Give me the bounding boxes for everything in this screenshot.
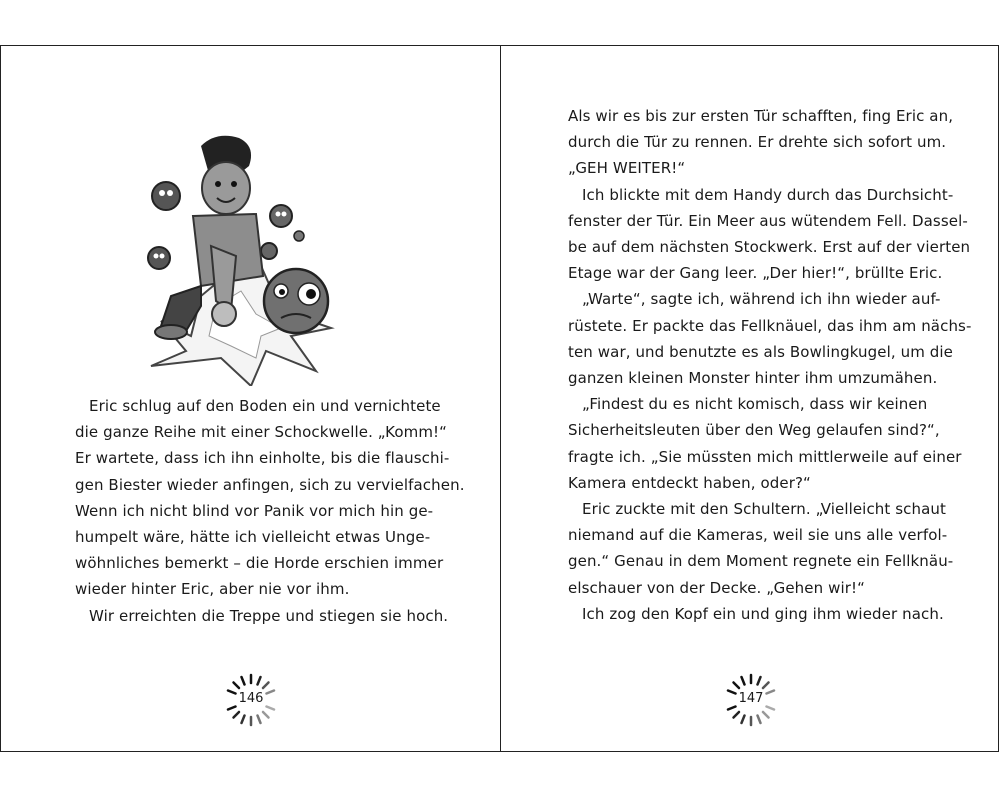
text-line: Kamera entdeckt haben, oder?“ [568, 473, 811, 492]
text-line: niemand auf die Kameras, weil sie uns alle verfol- [568, 526, 948, 545]
page-number-text: 147 [738, 691, 764, 706]
text-line: Eric schlug auf den Boden ein und vernichtete [89, 397, 441, 415]
page-number-left [223, 672, 279, 728]
text-line: fenster der Tür. Ein Meer aus wütendem Fell. Dassel- [568, 211, 968, 230]
page-number-right [723, 672, 779, 728]
boy-smashing-furballs-illustration [131, 96, 341, 386]
right-page-text [568, 103, 972, 627]
text-line: Wir erreichten die Treppe und stiegen sie hoch. [89, 606, 449, 625]
text-line: gen Biester wieder anfingen, sich zu vervielfachen. [75, 475, 465, 494]
text-line: Als wir es bis zur ersten Tür schafften, fing Eric an, [568, 107, 954, 125]
text-line: Er wartete, dass ich ihn einholte, bis die flauschi- [75, 449, 450, 468]
text-line: wöhnliches bemerkt – die Horde erschien immer [75, 554, 444, 573]
text-line: Etage war der Gang leer. „Der hier!“, brüllte Eric. [568, 264, 943, 283]
text-line: Eric zuckte mit den Schultern. „Vielleicht schaut [582, 500, 947, 519]
text-line: gen.“ Genau in dem Moment regnete ein Fellknäu- [568, 552, 954, 571]
text-line: fragte ich. „Sie müssten mich mittlerweile auf einer [568, 447, 962, 466]
text-line: ten war, und benutzte es als Bowlingkugel, um die [568, 342, 953, 361]
left-page-text [75, 393, 465, 629]
left-page [1, 46, 500, 751]
text-line: elschauer von der Decke. „Gehen wir!“ [568, 578, 865, 597]
text-line: ganzen kleinen Monster hinter ihm umzumähen. [568, 369, 938, 388]
furball-small-5 [294, 231, 304, 241]
text-line: Ich blickte mit dem Handy durch das Durchsicht- [582, 185, 954, 204]
text-line: humpelt wäre, hätte ich vielleicht etwas Unge- [75, 528, 431, 547]
text-line: Wenn ich nicht blind vor Panik vor mich hin ge- [75, 501, 434, 520]
text-line: „Findest du es nicht komisch, dass wir keinen [582, 395, 928, 414]
book-spread [0, 45, 999, 752]
right-page [501, 46, 999, 751]
text-line: wieder hinter Eric, aber nie vor ihm. [75, 580, 350, 599]
furball-large [264, 269, 328, 333]
furball-small-3 [148, 247, 170, 269]
page-number-text: 146 [238, 691, 264, 706]
furball-small-1 [152, 182, 180, 210]
text-line: die ganze Reihe mit einer Schockwelle. „Komm!“ [75, 423, 448, 442]
text-line: be auf dem nächsten Stockwerk. Erst auf der vierten [568, 238, 971, 257]
text-line: Ich zog den Kopf ein und ging ihm wieder nach. [582, 604, 944, 623]
text-line: durch die Tür zu rennen. Er drehte sich sofort um. [568, 133, 947, 152]
text-line: „GEH WEITER!“ [568, 159, 686, 178]
text-line: rüstete. Er packte das Fellknäuel, das ihm am nächs- [568, 316, 972, 335]
furball-small-2 [270, 205, 292, 227]
furball-small-4 [261, 243, 277, 259]
text-line: Sicherheitsleuten über den Weg gelaufen sind?“, [568, 421, 940, 440]
text-line: „Warte“, sagte ich, während ich ihn wieder auf- [582, 290, 941, 309]
